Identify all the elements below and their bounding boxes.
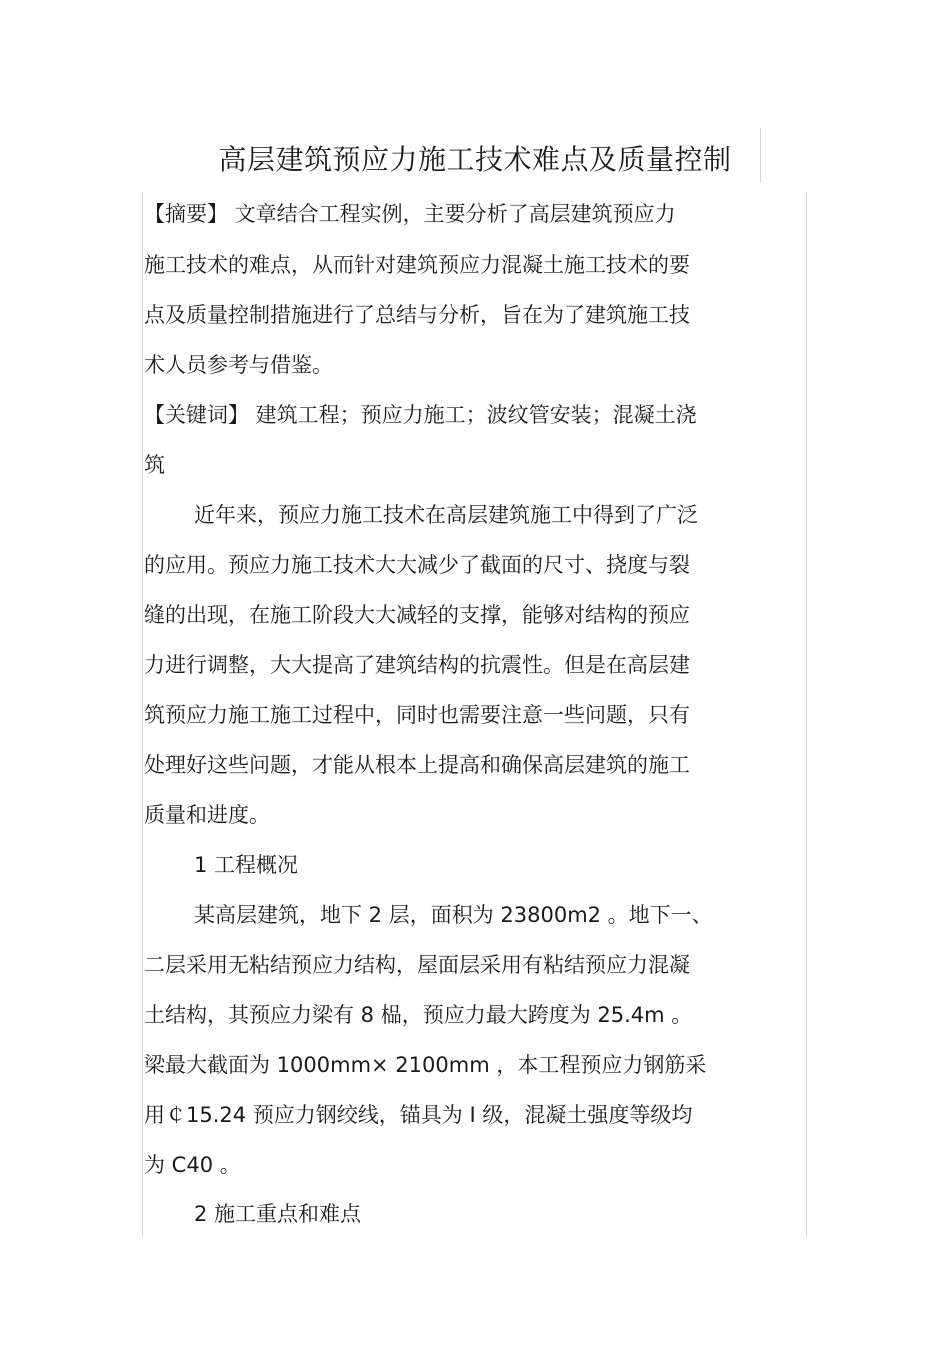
left-margin-rule (142, 192, 143, 1237)
section-1-line: 为 C40 。 (144, 1153, 241, 1177)
right-margin-rule (806, 192, 807, 1237)
section-1-line: 梁最大截面为 1000mm× 2100mm ，本工程预应力钢筋采 (144, 1053, 707, 1077)
abstract-line: 施工技术的难点，从而针对建筑预应力混凝土施工技术的要 (144, 253, 690, 277)
section-1-line: 二层采用无粘结预应力结构，屋面层采用有粘结预应力混凝 (144, 953, 690, 977)
section-1-line: 某高层建筑，地下 2 层，面积为 23800m2 。地下一、 (194, 903, 713, 927)
abstract-line: 术人员参考与借鉴。 (144, 353, 333, 377)
abstract-line: 点及质量控制措施进行了总结与分析，旨在为了建筑施工技 (144, 303, 690, 327)
section-1-heading: 1 工程概况 (194, 853, 299, 877)
intro-line: 缝的出现，在施工阶段大大减轻的支撑，能够对结构的预应 (144, 603, 690, 627)
section-1-line: 用￠15.24 预应力钢绞线，锚具为 Ⅰ 级，混凝土强度等级均 (144, 1103, 693, 1127)
keywords-line: 筑 (144, 453, 165, 477)
section-1-line: 土结构，其预应力梁有 8 榀，预应力最大跨度为 25.4m 。 (144, 1003, 693, 1027)
intro-line: 的应用。预应力施工技术大大减少了截面的尺寸、挠度与裂 (144, 553, 690, 577)
abstract-line: 【摘要】 文章结合工程实例，主要分析了高层建筑预应力 (144, 202, 676, 226)
keywords-line: 【关键词】 建筑工程；预应力施工；波纹管安装；混凝土浇 (144, 403, 697, 427)
section-2-heading: 2 施工重点和难点 (194, 1202, 362, 1226)
intro-line: 力进行调整，大大提高了建筑结构的抗震性。但是在高层建 (144, 653, 690, 677)
intro-line: 近年来，预应力施工技术在高层建筑施工中得到了广泛 (194, 503, 698, 527)
intro-line: 筑预应力施工施工过程中，同时也需要注意一些问题，只有 (144, 703, 690, 727)
intro-line: 质量和进度。 (144, 803, 270, 827)
intro-line: 处理好这些问题，才能从根本上提高和确保高层建筑的施工 (144, 753, 690, 777)
document-title: 高层建筑预应力施工技术难点及质量控制 (218, 143, 732, 176)
